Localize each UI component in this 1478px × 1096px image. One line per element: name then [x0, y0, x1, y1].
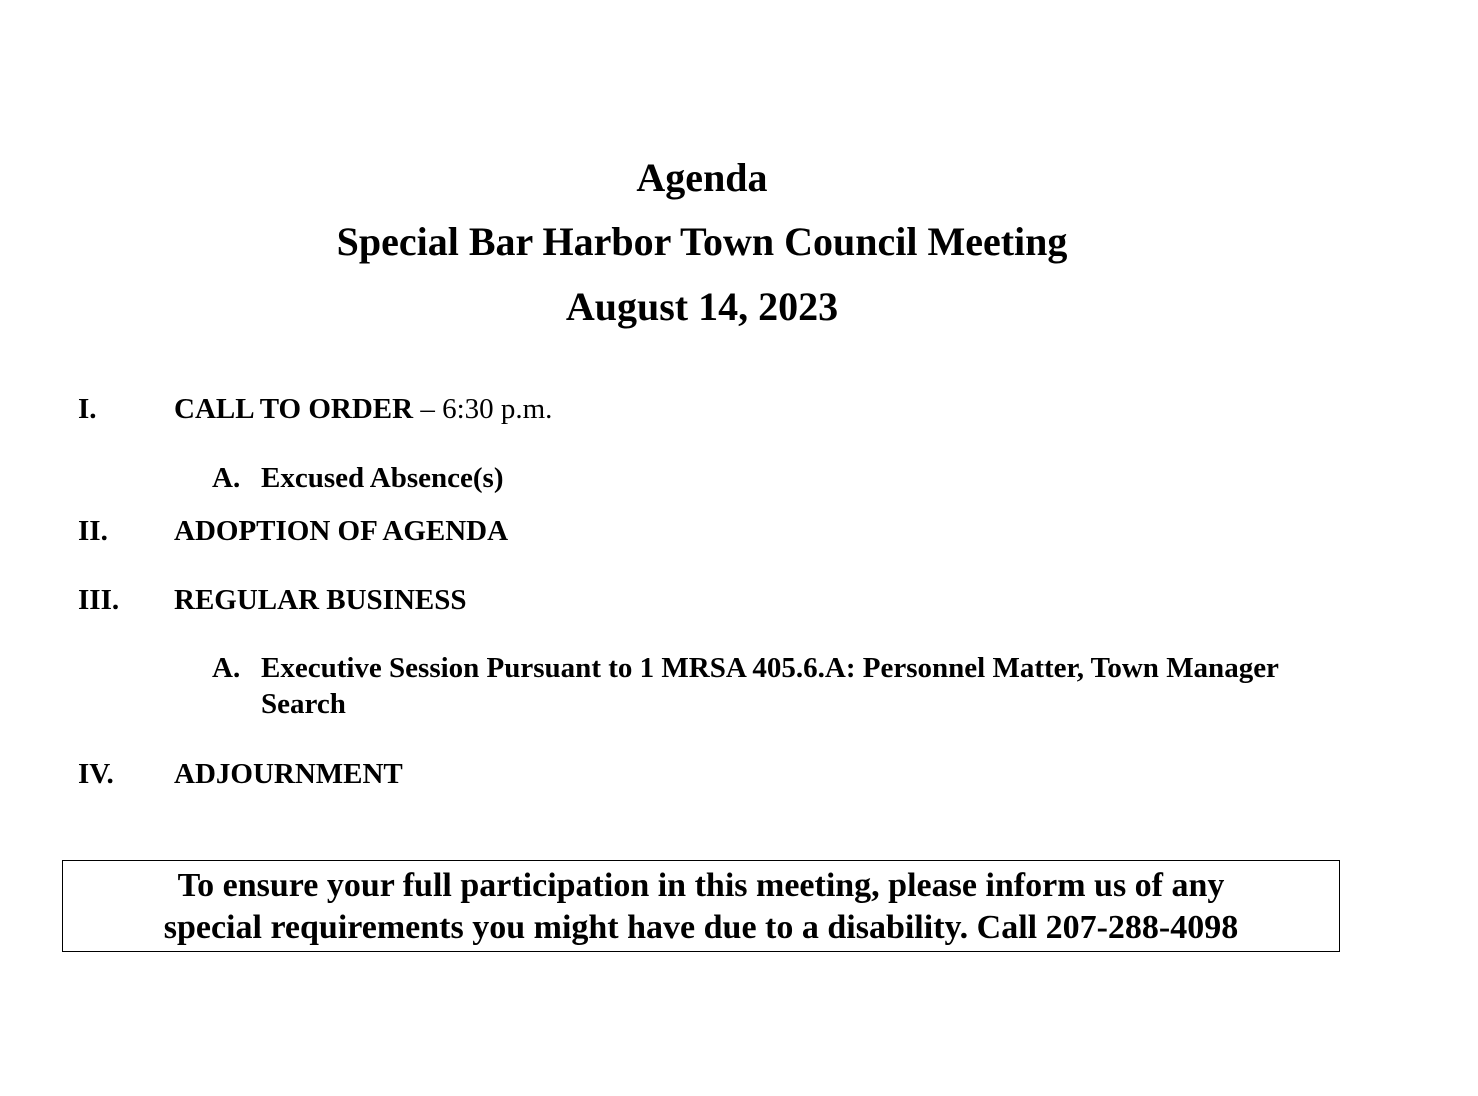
agenda-item-label: REGULAR BUSINESS	[174, 584, 467, 616]
notice-line-2: special requirements you might have due to a disability. Call 207-288-4098	[163, 909, 1239, 946]
agenda-subitem-excused-absences	[0, 460, 1478, 496]
agenda-item-adoption	[0, 513, 1478, 549]
agenda-subitem-letter: A.	[212, 462, 241, 494]
agenda-item-label: ADJOURNMENT	[174, 758, 403, 790]
accessibility-notice-box	[62, 860, 1340, 952]
agenda-item-call-to-order	[0, 391, 1478, 427]
meeting-date: August 14, 2023	[565, 284, 839, 329]
notice-line-1: To ensure your full participation in this meeting, please inform us of any	[177, 867, 1225, 904]
agenda-item-label: CALL TO ORDER – 6:30 p.m.	[174, 393, 553, 425]
agenda-item-adjournment	[0, 756, 1478, 792]
agenda-subitem-text: Excused Absence(s)	[261, 462, 504, 494]
agenda-item-numeral: I.	[78, 393, 97, 425]
agenda-subitem-letter: A.	[212, 652, 241, 684]
agenda-item-numeral: IV.	[78, 758, 114, 790]
agenda-item-label: ADOPTION OF AGENDA	[174, 515, 509, 547]
agenda-item-regular-business	[0, 582, 1478, 618]
agenda-heading: Agenda	[636, 155, 768, 200]
agenda-item-numeral: III.	[78, 584, 120, 616]
agenda-subitem-text: Executive Session Pursuant to 1 MRSA 405.6.A: Personnel Matter, Town Manager Search	[261, 652, 1279, 720]
agenda-subitem-executive-session	[0, 650, 1478, 726]
agenda-item-numeral: II.	[78, 515, 108, 547]
meeting-title: Special Bar Harbor Town Council Meeting	[336, 219, 1068, 264]
agenda-item-time: – 6:30 p.m.	[413, 393, 553, 425]
